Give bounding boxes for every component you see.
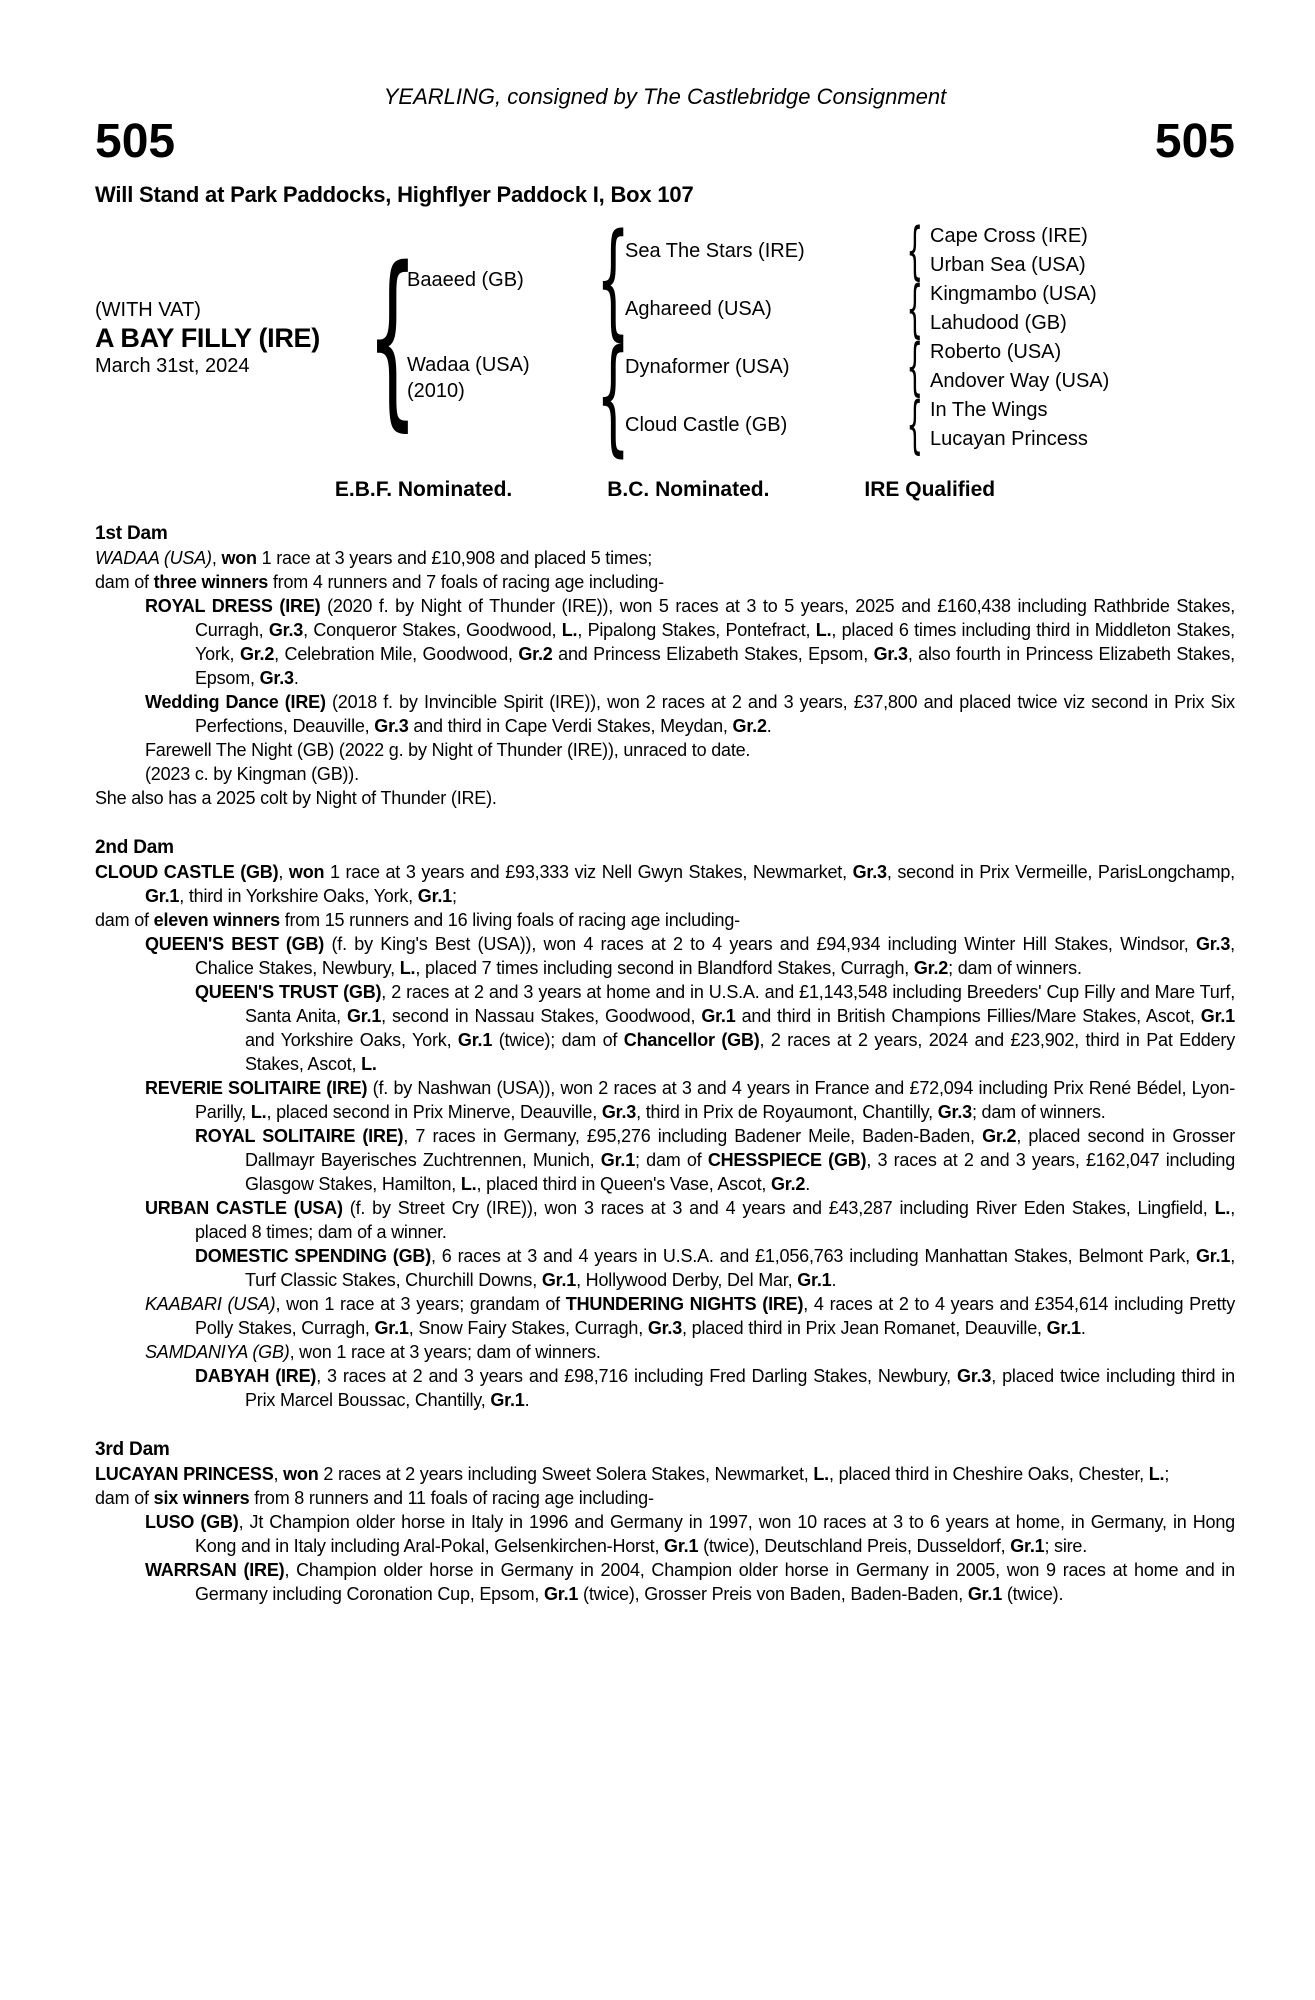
emphasis-text: Gr.1	[701, 1006, 736, 1026]
granddam-maternal-name: Cloud Castle (GB)	[625, 414, 788, 436]
body-text: , third in Yorkshire Oaks, York,	[179, 886, 418, 906]
body-text: .	[831, 1270, 837, 1290]
pedigree-paragraph	[95, 690, 1235, 738]
body-text: .	[766, 716, 772, 736]
emphasis-text: six winners	[153, 1488, 250, 1508]
body-text: , also fourth in Princess Elizabeth Stakes, Epsom,	[195, 644, 1235, 688]
emphasis-text: L.	[561, 620, 578, 640]
dam-section	[95, 522, 1235, 810]
body-text: , placed third in Prix Jean Romanet, Deauville,	[682, 1318, 1047, 1338]
body-text: , third in Prix de Royaumont, Chantilly,	[636, 1102, 938, 1122]
ggp-name: In The Wings	[930, 399, 1048, 421]
body-text: , 3 races at 2 and 3 years, £162,047 including Glasgow Stakes, Hamilton,	[245, 1150, 1236, 1194]
body-text: , Celebration Mile, Goodwood,	[274, 644, 519, 664]
emphasis-text: eleven winners	[153, 910, 280, 930]
pedigree-brace-gp2: {	[906, 272, 924, 345]
body-text: , Snow Fairy Stakes, Curragh,	[408, 1318, 648, 1338]
pedigree-brace-sire: {	[596, 206, 631, 353]
pedigree-brace-dam: {	[596, 322, 631, 469]
emphasis-text: L.	[815, 620, 832, 640]
body-text: , Turf Classic Stakes, Churchill Downs,	[245, 1246, 1235, 1290]
body-text: , Chalice Stakes, Newbury,	[195, 934, 1235, 978]
body-text: 1 race at 3 years and £10,908 and placed 5 times;	[256, 548, 653, 568]
body-text: , Hollywood Derby, Del Mar,	[576, 1270, 798, 1290]
body-text: and third in Cape Verdi Stakes, Meydan,	[408, 716, 733, 736]
dam-heading: 2nd Dam	[95, 837, 174, 858]
emphasis-text: Gr.3	[647, 1318, 683, 1338]
body-text: , placed twice including third in Prix Marcel Boussac, Chantilly,	[245, 1366, 1235, 1410]
emphasis-text: URBAN CASTLE (USA)	[145, 1198, 343, 1218]
body-text: ,	[211, 548, 222, 568]
emphasis-text: three winners	[153, 572, 269, 592]
pedigree-brace-gp4: {	[906, 388, 924, 461]
body-text: , second in Nassau Stakes, Goodwood,	[381, 1006, 702, 1026]
emphasis-text: REVERIE SOLITAIRE (IRE)	[145, 1078, 368, 1098]
dam-name: Wadaa (USA)	[407, 354, 530, 376]
emphasis-text: Gr.1	[417, 886, 452, 906]
pedigree-paragraph	[95, 1340, 1235, 1364]
emphasis-text: Gr.1	[797, 1270, 832, 1290]
granddam-paternal-cell	[625, 280, 900, 338]
emphasis-text: Gr.3	[259, 668, 294, 688]
pedigree-paragraph	[95, 594, 1235, 690]
nomination-bc: B.C. Nominated.	[607, 478, 770, 501]
emphasis-text: won	[283, 1464, 319, 1484]
subject-name: A BAY FILLY (IRE)	[95, 323, 320, 353]
body-text: ,	[273, 1464, 284, 1484]
body-text: , Pipalong Stakes, Pontefract,	[577, 620, 816, 640]
emphasis-text: ROYAL DRESS (IRE)	[145, 596, 321, 616]
body-text: , placed 7 times including second in Blandford Stakes, Curragh,	[415, 958, 914, 978]
pedigree-paragraph	[95, 1462, 1235, 1486]
emphasis-text: L.	[1214, 1198, 1231, 1218]
pedigree-paragraph	[95, 1558, 1235, 1606]
emphasis-text: Gr.1	[457, 1030, 493, 1050]
emphasis-text: Gr.3	[852, 862, 887, 882]
body-text: ; dam of winners.	[971, 1102, 1106, 1122]
emphasis-text: Gr.3	[268, 620, 304, 640]
emphasis-text: LUSO (GB)	[145, 1512, 239, 1532]
body-text: ;	[1164, 1464, 1170, 1484]
body-text: ; dam of winners.	[948, 958, 1082, 978]
body-text: , placed 6 times including third in Middleton Stakes, York,	[195, 620, 1235, 664]
emphasis-text: L.	[813, 1464, 829, 1484]
emphasis-text: Gr.1	[1200, 1006, 1235, 1026]
pedigree-paragraph	[95, 1076, 1235, 1124]
emphasis-text: CHESSPIECE (GB)	[707, 1150, 867, 1170]
emphasis-text: won	[288, 862, 325, 882]
emphasis-text: won	[221, 548, 257, 568]
emphasis-text: L.	[361, 1054, 377, 1074]
body-text: , placed third in Queen's Vase, Ascot,	[476, 1174, 771, 1194]
pedigree-brace-gp3: {	[906, 330, 924, 403]
body-text: (2023 c. by Kingman (GB)).	[145, 764, 359, 784]
body-text: (twice).	[1002, 1584, 1064, 1604]
body-text: dam of	[95, 1488, 154, 1508]
dam-heading: 1st Dam	[95, 523, 168, 544]
body-text: , Champion older horse in Germany in 2004, Champion older horse in Germany in 2005, won 9 races at home and in Germany including Coronation Cup, Epsom,	[195, 1560, 1235, 1604]
body-text: 2 races at 2 years including Sweet Solera Stakes, Newmarket,	[318, 1464, 814, 1484]
stand-location-line: Will Stand at Park Paddocks, Highflyer Paddock I, Box 107	[95, 182, 694, 207]
body-text: , 6 races at 3 and 4 years in U.S.A. and £1,056,763 including Manhattan Stakes, Belmont Park,	[431, 1246, 1196, 1266]
ggp-name: Lahudood (GB)	[930, 312, 1067, 334]
italic-name: KAABARI (USA)	[145, 1294, 276, 1314]
pedigree-paragraph	[95, 860, 1235, 908]
pedigree-paragraph	[95, 546, 1235, 570]
pedigree-paragraph	[95, 1124, 1235, 1196]
body-text: , Jt Champion older horse in Italy in 1996 and Germany in 1997, won 10 races at 3 to 6 years at home, in Germany, in Hong Kong and in Italy including Aral-Pokal, Gelsenkirchen-Horst,	[195, 1512, 1235, 1556]
nominations-line	[95, 478, 1235, 502]
body-text: .	[293, 668, 299, 688]
nomination-ebf: E.B.F. Nominated.	[334, 478, 513, 501]
emphasis-text: THUNDERING NIGHTS (IRE)	[565, 1294, 804, 1314]
emphasis-text: Gr.1	[374, 1318, 409, 1338]
emphasis-text: L.	[1148, 1464, 1165, 1484]
body-text: dam of	[95, 910, 154, 930]
emphasis-text: L.	[460, 1174, 477, 1194]
emphasis-text: Gr.1	[490, 1390, 525, 1410]
body-text: , placed third in Cheshire Oaks, Chester,	[828, 1464, 1149, 1484]
consignment-line: YEARLING, consigned by The Castlebridge Consignment	[383, 84, 947, 109]
emphasis-text: Gr.1	[543, 1584, 579, 1604]
dam-section	[95, 836, 1235, 1412]
emphasis-text: Gr.2	[239, 644, 275, 664]
body-text: ; sire.	[1044, 1536, 1088, 1556]
ggp-name: Roberto (USA)	[930, 341, 1062, 363]
emphasis-text: Wedding Dance (IRE)	[145, 692, 326, 712]
pedigree-paragraph	[95, 1244, 1235, 1292]
pedigree-brace-subject: {	[366, 227, 418, 448]
body-text: Farewell The Night (GB) (2022 g. by Night of Thunder (IRE)), unraced to date.	[145, 740, 751, 760]
emphasis-text: Chancellor (GB)	[623, 1030, 760, 1050]
body-text: , 4 races at 2 to 4 years and £354,614 including Pretty Polly Stakes, Curragh,	[195, 1294, 1235, 1338]
ggp-name: Kingmambo (USA)	[930, 283, 1097, 305]
pedigree-brace-gp1: {	[906, 214, 924, 287]
emphasis-text: CLOUD CASTLE (GB)	[95, 862, 279, 882]
pedigree-paragraph	[95, 1486, 1235, 1510]
granddam-maternal-cell	[625, 396, 900, 454]
body-text: and Princess Elizabeth Stakes, Epsom,	[552, 644, 874, 664]
emphasis-text: QUEEN'S BEST (GB)	[145, 934, 325, 954]
body-text: 1 race at 3 years and £93,333 viz Nell Gwyn Stakes, Newmarket,	[324, 862, 853, 882]
body-text: , placed 8 times; dam of a winner.	[195, 1198, 1236, 1242]
body-text: ,	[278, 862, 289, 882]
body-text: (2020 f. by Night of Thunder (IRE)), won 5 races at 3 to 5 years, 2025 and £160,438 including Rathbride Stakes, Curragh,	[195, 596, 1236, 640]
dam-cell	[407, 338, 602, 454]
sire-cell	[407, 222, 602, 338]
subject-vat-note: (WITH VAT)	[95, 299, 201, 321]
emphasis-text: Gr.2	[982, 1126, 1017, 1146]
body-text: , placed second in Prix Minerve, Deauville,	[266, 1102, 602, 1122]
emphasis-text: Gr.1	[1195, 1246, 1231, 1266]
body-text: (twice); dam of	[492, 1030, 624, 1050]
body-text: , won 1 race at 3 years; grandam of	[275, 1294, 566, 1314]
body-text: , second in Prix Vermeille, ParisLongchamp,	[886, 862, 1235, 882]
body-text: from 4 runners and 7 foals of racing age including-	[268, 572, 664, 592]
emphasis-text: Gr.1	[1010, 1536, 1045, 1556]
emphasis-text: DOMESTIC SPENDING (GB)	[195, 1246, 431, 1266]
emphasis-text: Gr.2	[518, 644, 553, 664]
body-text: , placed second in Grosser Dallmayr Bayerisches Zuchtrennen, Munich,	[245, 1126, 1235, 1170]
emphasis-text: L.	[250, 1102, 267, 1122]
italic-name: WADAA (USA)	[95, 548, 212, 568]
body-text: and third in British Champions Fillies/Mare Stakes, Ascot,	[735, 1006, 1201, 1026]
body-text: ;	[452, 886, 457, 906]
grandsire-maternal-cell	[625, 338, 900, 396]
pedigree-paragraph	[95, 738, 1235, 762]
grandsire-paternal-name: Sea The Stars (IRE)	[625, 240, 805, 262]
emphasis-text: DABYAH (IRE)	[195, 1366, 317, 1386]
body-text: .	[524, 1390, 530, 1410]
lot-number-row	[95, 115, 1235, 168]
body-text: ; dam of	[635, 1150, 708, 1170]
body-text: , 2 races at 2 years, 2024 and £23,902, third in Pat Eddery Stakes, Ascot,	[245, 1030, 1235, 1074]
body-text: .	[1080, 1318, 1086, 1338]
pedigree-paragraph	[95, 1510, 1235, 1558]
dam-sections	[95, 522, 1235, 1606]
pedigree-paragraph	[95, 908, 1235, 932]
emphasis-text: Gr.1	[346, 1006, 382, 1026]
emphasis-text: LUCAYAN PRINCESS	[95, 1464, 274, 1484]
grandsire-maternal-name: Dynaformer (USA)	[625, 356, 790, 378]
sire-name: Baaeed (GB)	[407, 269, 524, 291]
emphasis-text: Gr.3	[873, 644, 908, 664]
body-text: (f. by Nashwan (USA)), won 2 races at 3 and 4 years in France and £72,094 including Prix René Bédel, Lyon-Parilly,	[195, 1078, 1235, 1122]
body-text: , 2 races at 2 and 3 years at home and in U.S.A. and £1,143,548 including Breeders' Cup Filly and Mare Turf, Santa Anita,	[245, 982, 1235, 1026]
body-text: She also has a 2025 colt by Night of Thunder (IRE).	[95, 788, 497, 808]
italic-name: SAMDANIYA (GB)	[145, 1342, 290, 1362]
lot-number-left: 505	[95, 115, 176, 168]
body-text: (2018 f. by Invincible Spirit (IRE)), won 2 races at 2 and 3 years, £37,800 and placed twice viz second in Prix Six Perfections, Deauville,	[195, 692, 1235, 736]
body-text: (f. by Street Cry (IRE)), won 3 races at 3 and 4 years and £43,287 including River Eden Stakes, Lingfield,	[342, 1198, 1215, 1218]
dam-foal-year: (2010)	[407, 380, 465, 402]
body-text: .	[805, 1174, 811, 1194]
emphasis-text: Gr.3	[937, 1102, 972, 1122]
emphasis-text: L.	[399, 958, 416, 978]
pedigree-paragraph	[95, 1364, 1235, 1412]
pedigree-paragraph	[95, 762, 1235, 786]
emphasis-text: Gr.2	[913, 958, 949, 978]
pedigree-paragraph	[95, 570, 1235, 594]
body-text: and Yorkshire Oaks, York,	[245, 1030, 458, 1050]
emphasis-text: QUEEN'S TRUST (GB)	[195, 982, 382, 1002]
granddam-paternal-name: Aghareed (USA)	[625, 298, 772, 320]
emphasis-text: Gr.3	[1195, 934, 1231, 954]
ggp-name: Urban Sea (USA)	[930, 254, 1086, 276]
emphasis-text: Gr.3	[601, 1102, 637, 1122]
pedigree-paragraph	[95, 1196, 1235, 1244]
emphasis-text: Gr.1	[1046, 1318, 1081, 1338]
ggp-name: Andover Way (USA)	[930, 370, 1110, 392]
body-text: , Conqueror Stakes, Goodwood,	[303, 620, 562, 640]
body-text: (twice), Grosser Preis von Baden, Baden-Baden,	[578, 1584, 968, 1604]
lot-number-right: 505	[1154, 115, 1235, 168]
body-text: (f. by King's Best (USA)), won 4 races at 2 to 4 years and £94,934 including Winter Hill Stakes, Windsor,	[324, 934, 1196, 954]
pedigree-paragraph	[95, 932, 1235, 980]
emphasis-text: Gr.3	[957, 1366, 992, 1386]
emphasis-text: Gr.1	[664, 1536, 699, 1556]
pedigree-subject	[95, 222, 377, 454]
emphasis-text: Gr.1	[541, 1270, 577, 1290]
dam-section	[95, 1438, 1235, 1606]
pedigree-paragraph	[95, 1292, 1235, 1340]
ggp-name: Cape Cross (IRE)	[930, 225, 1088, 247]
emphasis-text: Gr.2	[732, 716, 767, 736]
pedigree-paragraph	[95, 786, 1235, 810]
body-text: , 7 races in Germany, £95,276 including Badener Meile, Baden-Baden,	[403, 1126, 983, 1146]
emphasis-text: WARRSAN (IRE)	[145, 1560, 285, 1580]
emphasis-text: Gr.1	[145, 886, 180, 906]
body-text: dam of	[95, 572, 154, 592]
dam-heading: 3rd Dam	[95, 1439, 170, 1460]
body-text: from 8 runners and 11 foals of racing age including-	[249, 1488, 654, 1508]
body-text: (twice), Deutschland Preis, Dusseldorf,	[698, 1536, 1011, 1556]
emphasis-text: ROYAL SOLITAIRE (IRE)	[195, 1126, 404, 1146]
emphasis-text: Gr.2	[770, 1174, 806, 1194]
grandsire-paternal-cell	[625, 222, 900, 280]
pedigree-paragraph	[95, 980, 1235, 1076]
ggp-name: Lucayan Princess	[930, 428, 1088, 450]
body-text: , won 1 race at 3 years; dam of winners.	[289, 1342, 601, 1362]
nomination-ire: IRE Qualified	[864, 478, 996, 501]
subject-foal-date: March 31st, 2024	[95, 355, 250, 377]
emphasis-text: Gr.1	[967, 1584, 1003, 1604]
pedigree-table	[95, 206, 1235, 469]
emphasis-text: Gr.3	[374, 716, 409, 736]
body-text: , 3 races at 2 and 3 years and £98,716 including Fred Darling Stakes, Newbury,	[316, 1366, 958, 1386]
emphasis-text: Gr.1	[600, 1150, 636, 1170]
body-text: from 15 runners and 16 living foals of racing age including-	[279, 910, 740, 930]
